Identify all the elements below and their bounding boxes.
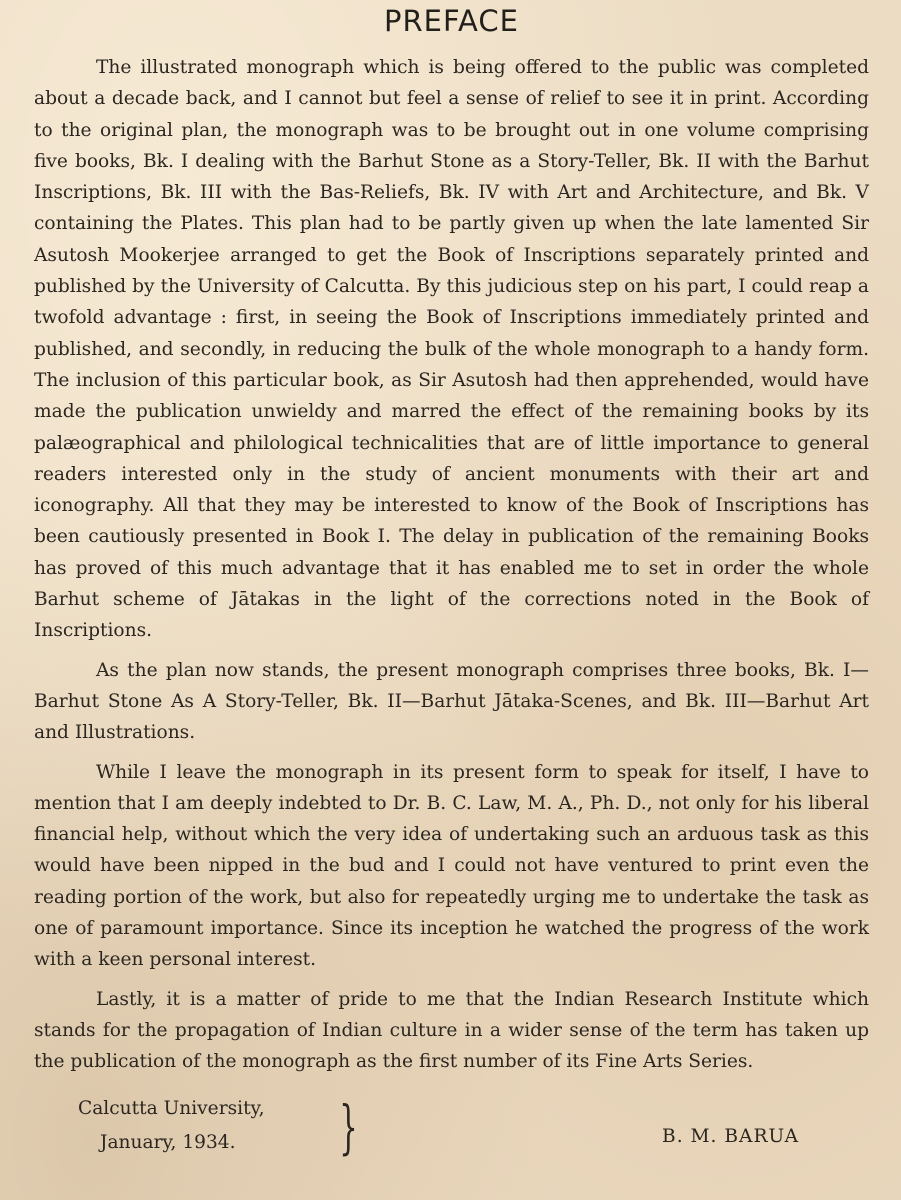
brace-mark: }	[339, 1092, 358, 1161]
place-line: Calcutta University,	[78, 1097, 265, 1119]
date-line: January, 1934.	[100, 1131, 236, 1153]
page-title: PREFACE	[384, 4, 519, 38]
place-date-block	[78, 1092, 264, 1160]
paragraph-1: The illustrated monograph which is being offered to the public was completed about a decade back, and I cannot but feel a sense of relief to see it in print. According to the original plan, the monograph was to be brought out in one volume comprising five books, Bk. I dealing with the Barhut Stone as a Story-Teller, Bk. II with the Barhut Inscriptions, Bk. III with the Bas-Reliefs, Bk. IV with Art and Architecture, and Bk. V containing the Plates. This plan had to be partly given up when the late lamented Sir Asutosh Mookerjee arranged to get the Book of Inscriptions separately printed and published by the University of Calcutta. By this judicious step on his part, I could reap a twofold advantage : first, in seeing the Book of Inscriptions immediately printed and published, and secondly, in reducing the bulk of the whole monograph to a handy form. The inclusion of this particular book, as Sir Asutosh had then apprehended, would have made the publication unwieldy and marred the effect of the remaining books by its palæographical and philological technicalities that are of little importance to general readers interested only in the study of ancient monuments with their art and iconography. All that they may be interested to know of the Book of Inscriptions has been cautiously presented in Book I. The delay in publication of the remaining Books has proved of this much advantage that it has enabled me to set in order the whole Barhut scheme of Jātakas in the light of the corrections noted in the Book of Inscriptions.	[34, 57, 869, 642]
paragraph-3: While I leave the monograph in its present form to speak for itself, I have to mention that I am deeply indebted to Dr. B. C. Law, M. A., Ph. D., not only for his liberal financial help, without which the very idea of undertaking such an arduous task as this would have been nipped in the bud and I could not have ventured to print even the reading portion of the work, but also for repeatedly urging me to undertake the task as one of paramount importance. Since its inception he watched the progress of the work with a keen personal interest.	[34, 761, 869, 971]
signoff-block	[34, 1092, 869, 1162]
paragraph-2: As the plan now stands, the present monograph comprises three books, Bk. I—Barhut Stone As A Story-Teller, Bk. II—Barhut Jātaka-Scenes, and Bk. III—Barhut Art and Illustrations.	[34, 659, 869, 744]
paragraph-4: Lastly, it is a matter of pride to me that the Indian Research Institute which stands for the propagation of Indian culture in a wider sense of the term has taken up the publication of the monograph as the first number of its Fine Arts Series.	[34, 988, 869, 1073]
author-name: B. M. BARUA	[662, 1125, 799, 1147]
